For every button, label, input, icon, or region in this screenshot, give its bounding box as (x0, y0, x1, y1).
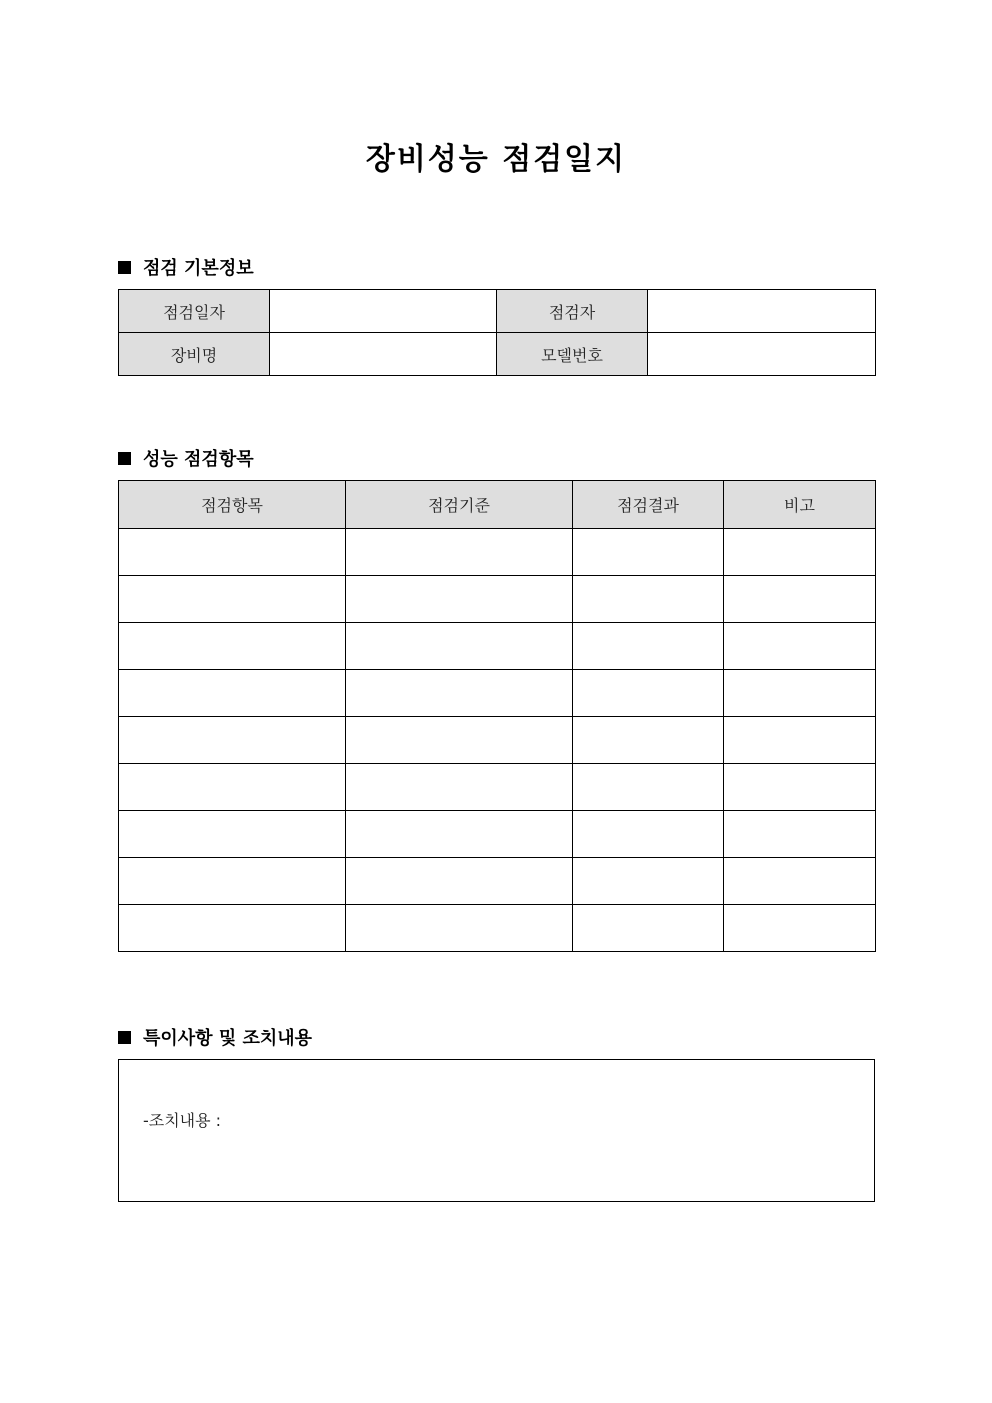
remarks-cell[interactable] (724, 623, 876, 670)
criteria-cell[interactable] (346, 576, 573, 623)
criteria-cell[interactable] (346, 717, 573, 764)
remarks-cell[interactable] (724, 576, 876, 623)
result-cell[interactable] (573, 576, 724, 623)
item-cell[interactable] (119, 764, 346, 811)
remarks-cell[interactable] (724, 811, 876, 858)
table-row (119, 717, 876, 764)
equipment-label: 장비명 (119, 333, 270, 376)
criteria-cell[interactable] (346, 670, 573, 717)
table-row (119, 764, 876, 811)
date-label: 점검일자 (119, 290, 270, 333)
table-row (119, 576, 876, 623)
result-cell[interactable] (573, 764, 724, 811)
remarks-cell[interactable] (724, 670, 876, 717)
item-cell[interactable] (119, 858, 346, 905)
item-cell[interactable] (119, 670, 346, 717)
item-cell[interactable] (119, 811, 346, 858)
result-cell[interactable] (573, 623, 724, 670)
inspector-field[interactable] (648, 290, 876, 333)
square-bullet-icon (118, 1031, 131, 1044)
criteria-cell[interactable] (346, 905, 573, 952)
equipment-field[interactable] (270, 333, 497, 376)
section-basic-heading-text: 점검 기본정보 (143, 258, 254, 279)
section-basic-heading (118, 254, 254, 280)
table-row (119, 858, 876, 905)
section-notes-heading (118, 1024, 312, 1050)
table-row (119, 905, 876, 952)
table-header-row (119, 481, 876, 529)
result-cell[interactable] (573, 529, 724, 576)
result-cell[interactable] (573, 811, 724, 858)
table-row (119, 623, 876, 670)
section-notes-heading-text: 특이사항 및 조치내용 (143, 1028, 313, 1049)
item-cell[interactable] (119, 717, 346, 764)
result-cell[interactable] (573, 717, 724, 764)
notes-box[interactable] (118, 1059, 875, 1202)
model-field[interactable] (648, 333, 876, 376)
table-row (119, 670, 876, 717)
table-row (119, 529, 876, 576)
table-row (119, 811, 876, 858)
remarks-cell[interactable] (724, 529, 876, 576)
square-bullet-icon (118, 261, 131, 274)
item-cell[interactable] (119, 576, 346, 623)
result-cell[interactable] (573, 858, 724, 905)
item-cell[interactable] (119, 529, 346, 576)
performance-table (118, 480, 876, 952)
section-performance-heading-text: 성능 점검항목 (143, 449, 254, 470)
date-field[interactable] (270, 290, 497, 333)
criteria-cell[interactable] (346, 858, 573, 905)
square-bullet-icon (118, 452, 131, 465)
column-header-remarks: 비고 (724, 481, 876, 529)
criteria-cell[interactable] (346, 623, 573, 670)
remarks-cell[interactable] (724, 858, 876, 905)
column-header-item: 점검항목 (119, 481, 346, 529)
model-label: 모델번호 (497, 333, 648, 376)
remarks-cell[interactable] (724, 764, 876, 811)
table-row (119, 333, 876, 376)
column-header-criteria: 점검기준 (346, 481, 573, 529)
result-cell[interactable] (573, 670, 724, 717)
remarks-cell[interactable] (724, 717, 876, 764)
inspector-label: 점검자 (497, 290, 648, 333)
basic-info-table (118, 289, 876, 376)
criteria-cell[interactable] (346, 529, 573, 576)
result-cell[interactable] (573, 905, 724, 952)
item-cell[interactable] (119, 623, 346, 670)
criteria-cell[interactable] (346, 764, 573, 811)
column-header-result: 점검결과 (573, 481, 724, 529)
action-label: -조치내용 : (143, 1111, 222, 1130)
table-row (119, 290, 876, 333)
item-cell[interactable] (119, 905, 346, 952)
page-title: 장비성능 점검일지 (365, 142, 627, 177)
criteria-cell[interactable] (346, 811, 573, 858)
remarks-cell[interactable] (724, 905, 876, 952)
section-performance-heading (118, 445, 254, 471)
